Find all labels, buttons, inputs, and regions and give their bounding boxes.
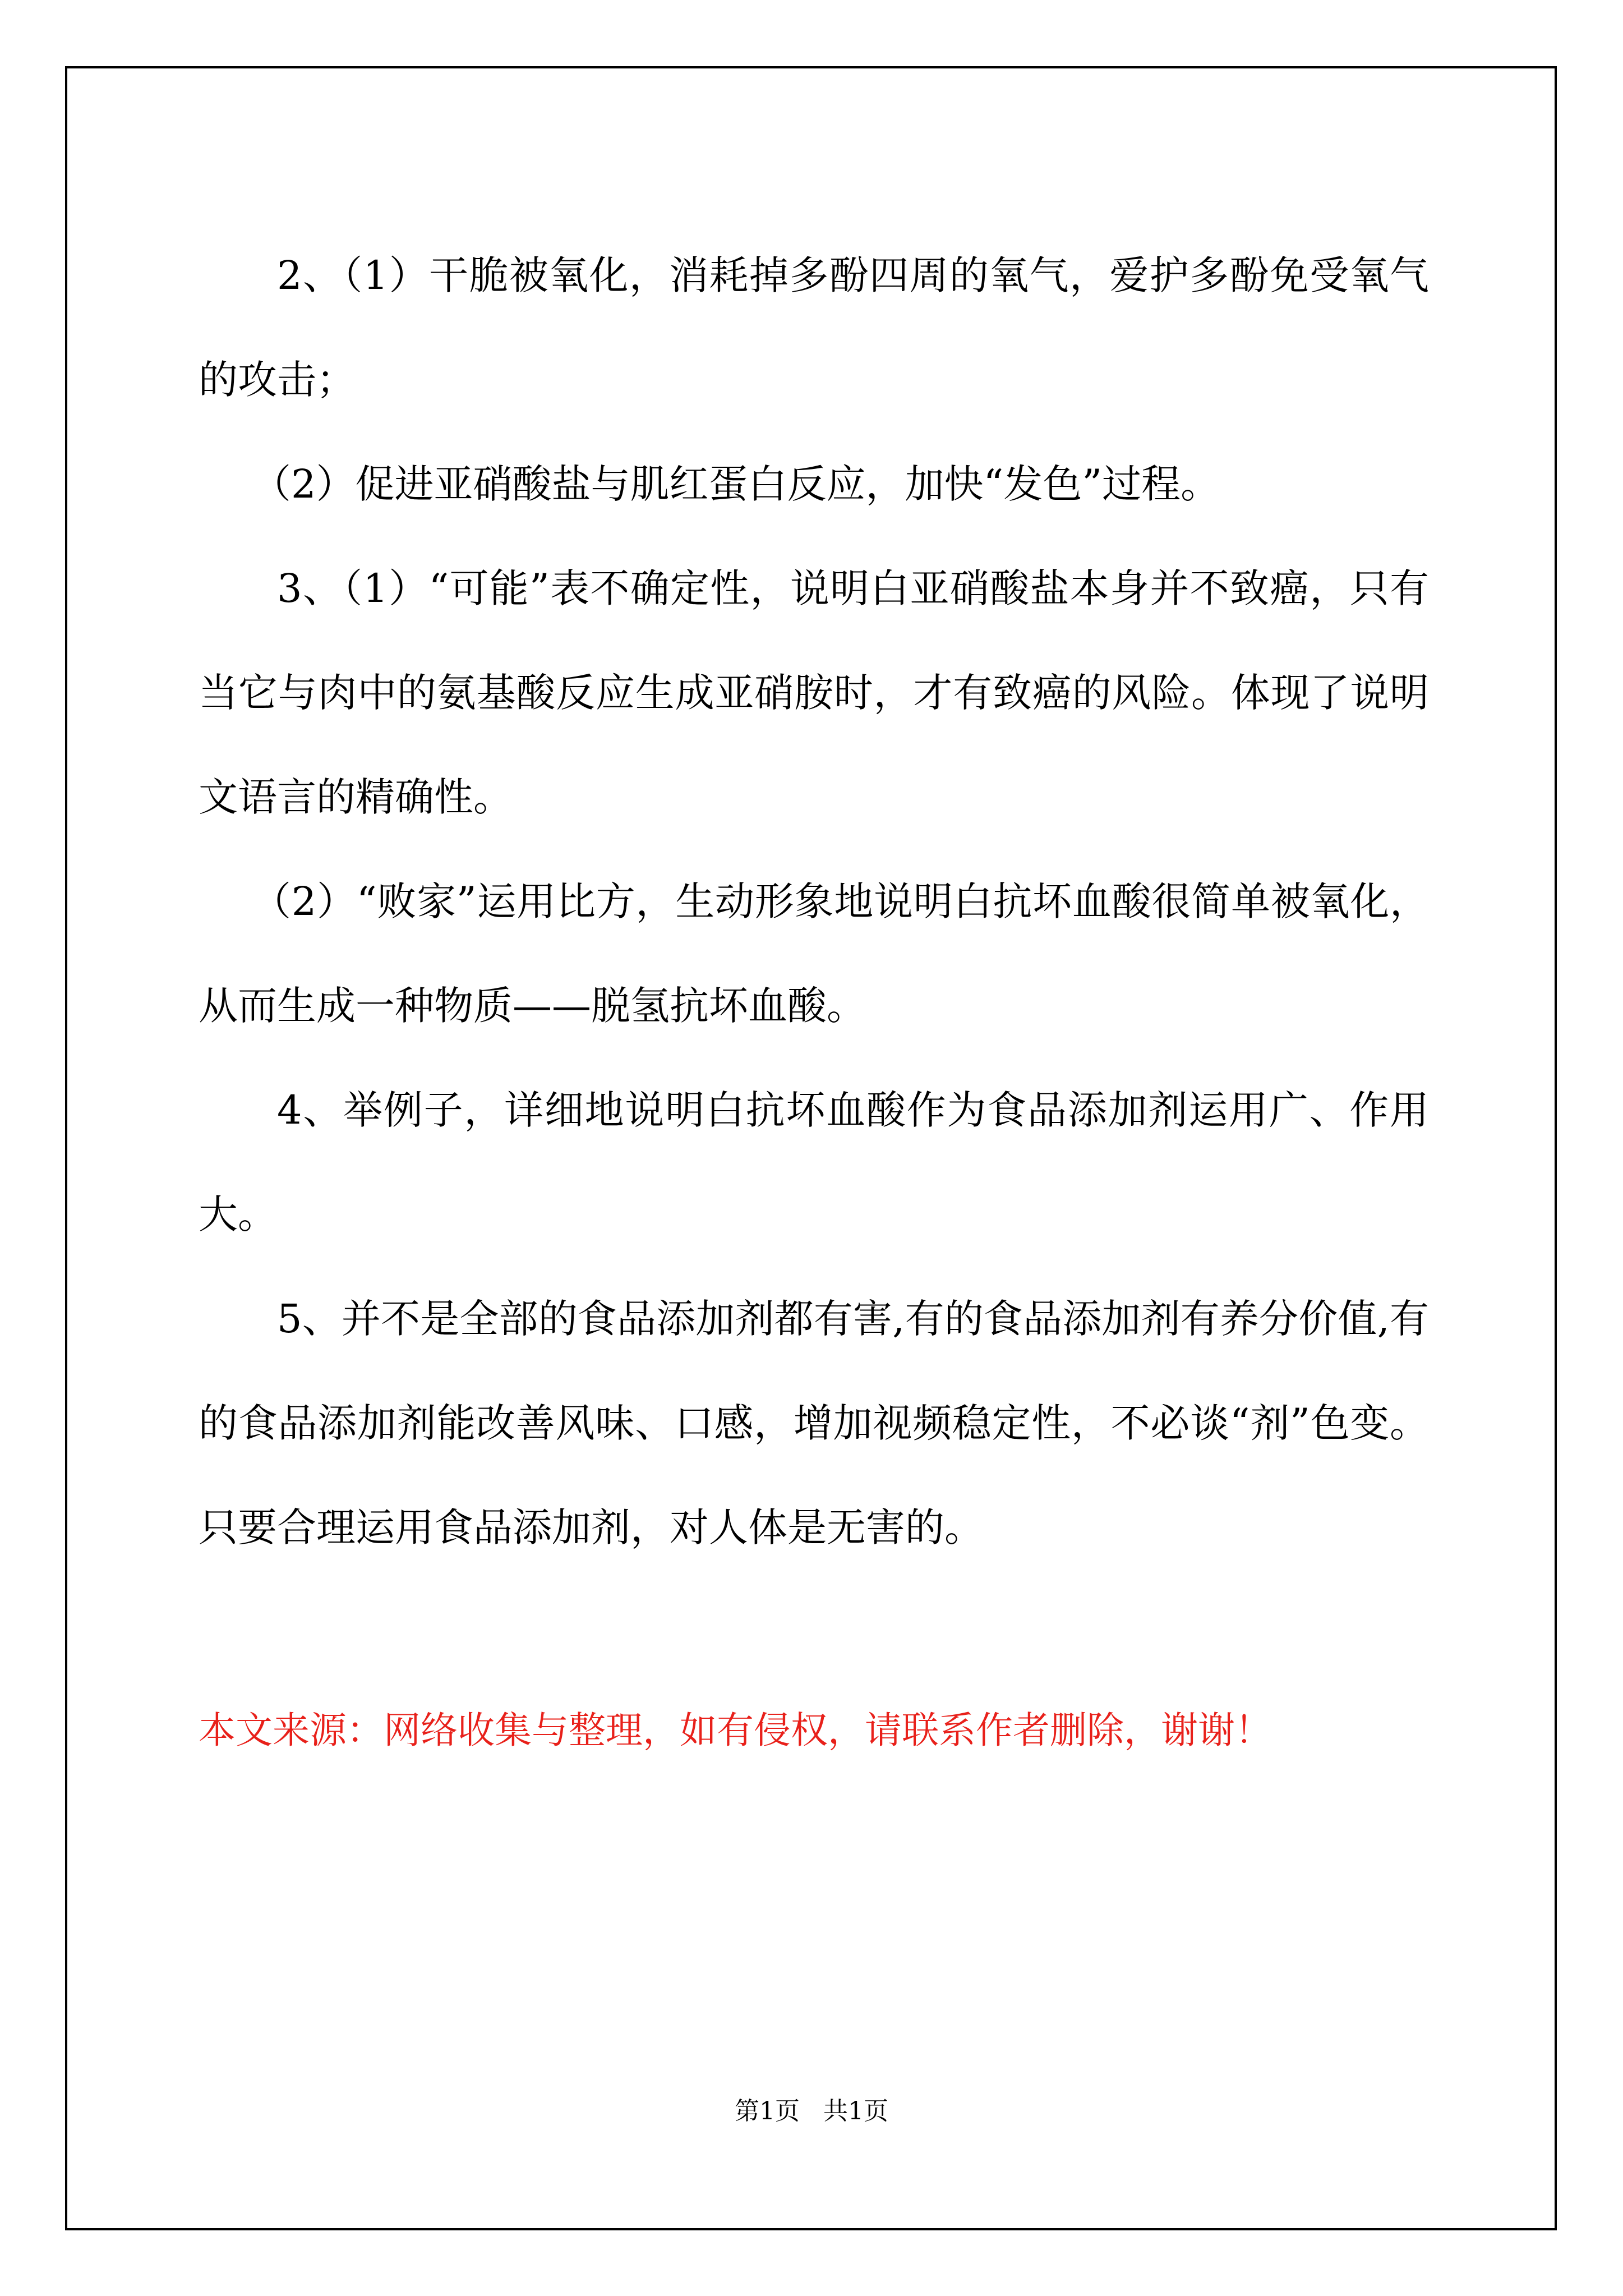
page-footer: [0, 2095, 1623, 2128]
source-note: 本文来源：网络收集与整理，如有侵权，请联系作者删除，谢谢！: [199, 1709, 1272, 1752]
page-number-current: 第1页: [735, 2097, 800, 2125]
answer-paragraph: 2、（1）干脆被氧化，消耗掉多酚四周的氧气，爱护多酚免受氧气的攻击；: [199, 252, 1429, 403]
document-body: [199, 223, 1429, 1580]
answer-paragraph: 3、（1）“可能”表不确定性，说明白亚硝酸盐本身并不致癌，只有当它与肉中的氨基酸反应生成亚硝胺时，才有致癌的风险。体现了说明文语言的精确性。: [199, 565, 1429, 820]
answer-paragraph: （2）促进亚硝酸盐与肌红蛋白反应，加快“发色”过程。: [252, 461, 1220, 507]
page-number-total: 共1页: [823, 2097, 888, 2125]
answer-paragraph: （2）“败家”运用比方，生动形象地说明白抗坏血酸很简单被氧化，从而生成一种物质——脱氢抗坏血酸。: [199, 878, 1429, 1029]
answer-paragraph: 5、并不是全部的食品添加剂都有害,有的食品添加剂有养分价值,有的食品添加剂能改善风味、口感，增加视频稳定性，不必谈“剂”色变。只要合理运用食品添加剂，对人体是无害的。: [199, 1296, 1429, 1550]
answer-paragraph: 4、举例子，详细地说明白抗坏血酸作为食品添加剂运用广、作用大。: [199, 1087, 1429, 1237]
